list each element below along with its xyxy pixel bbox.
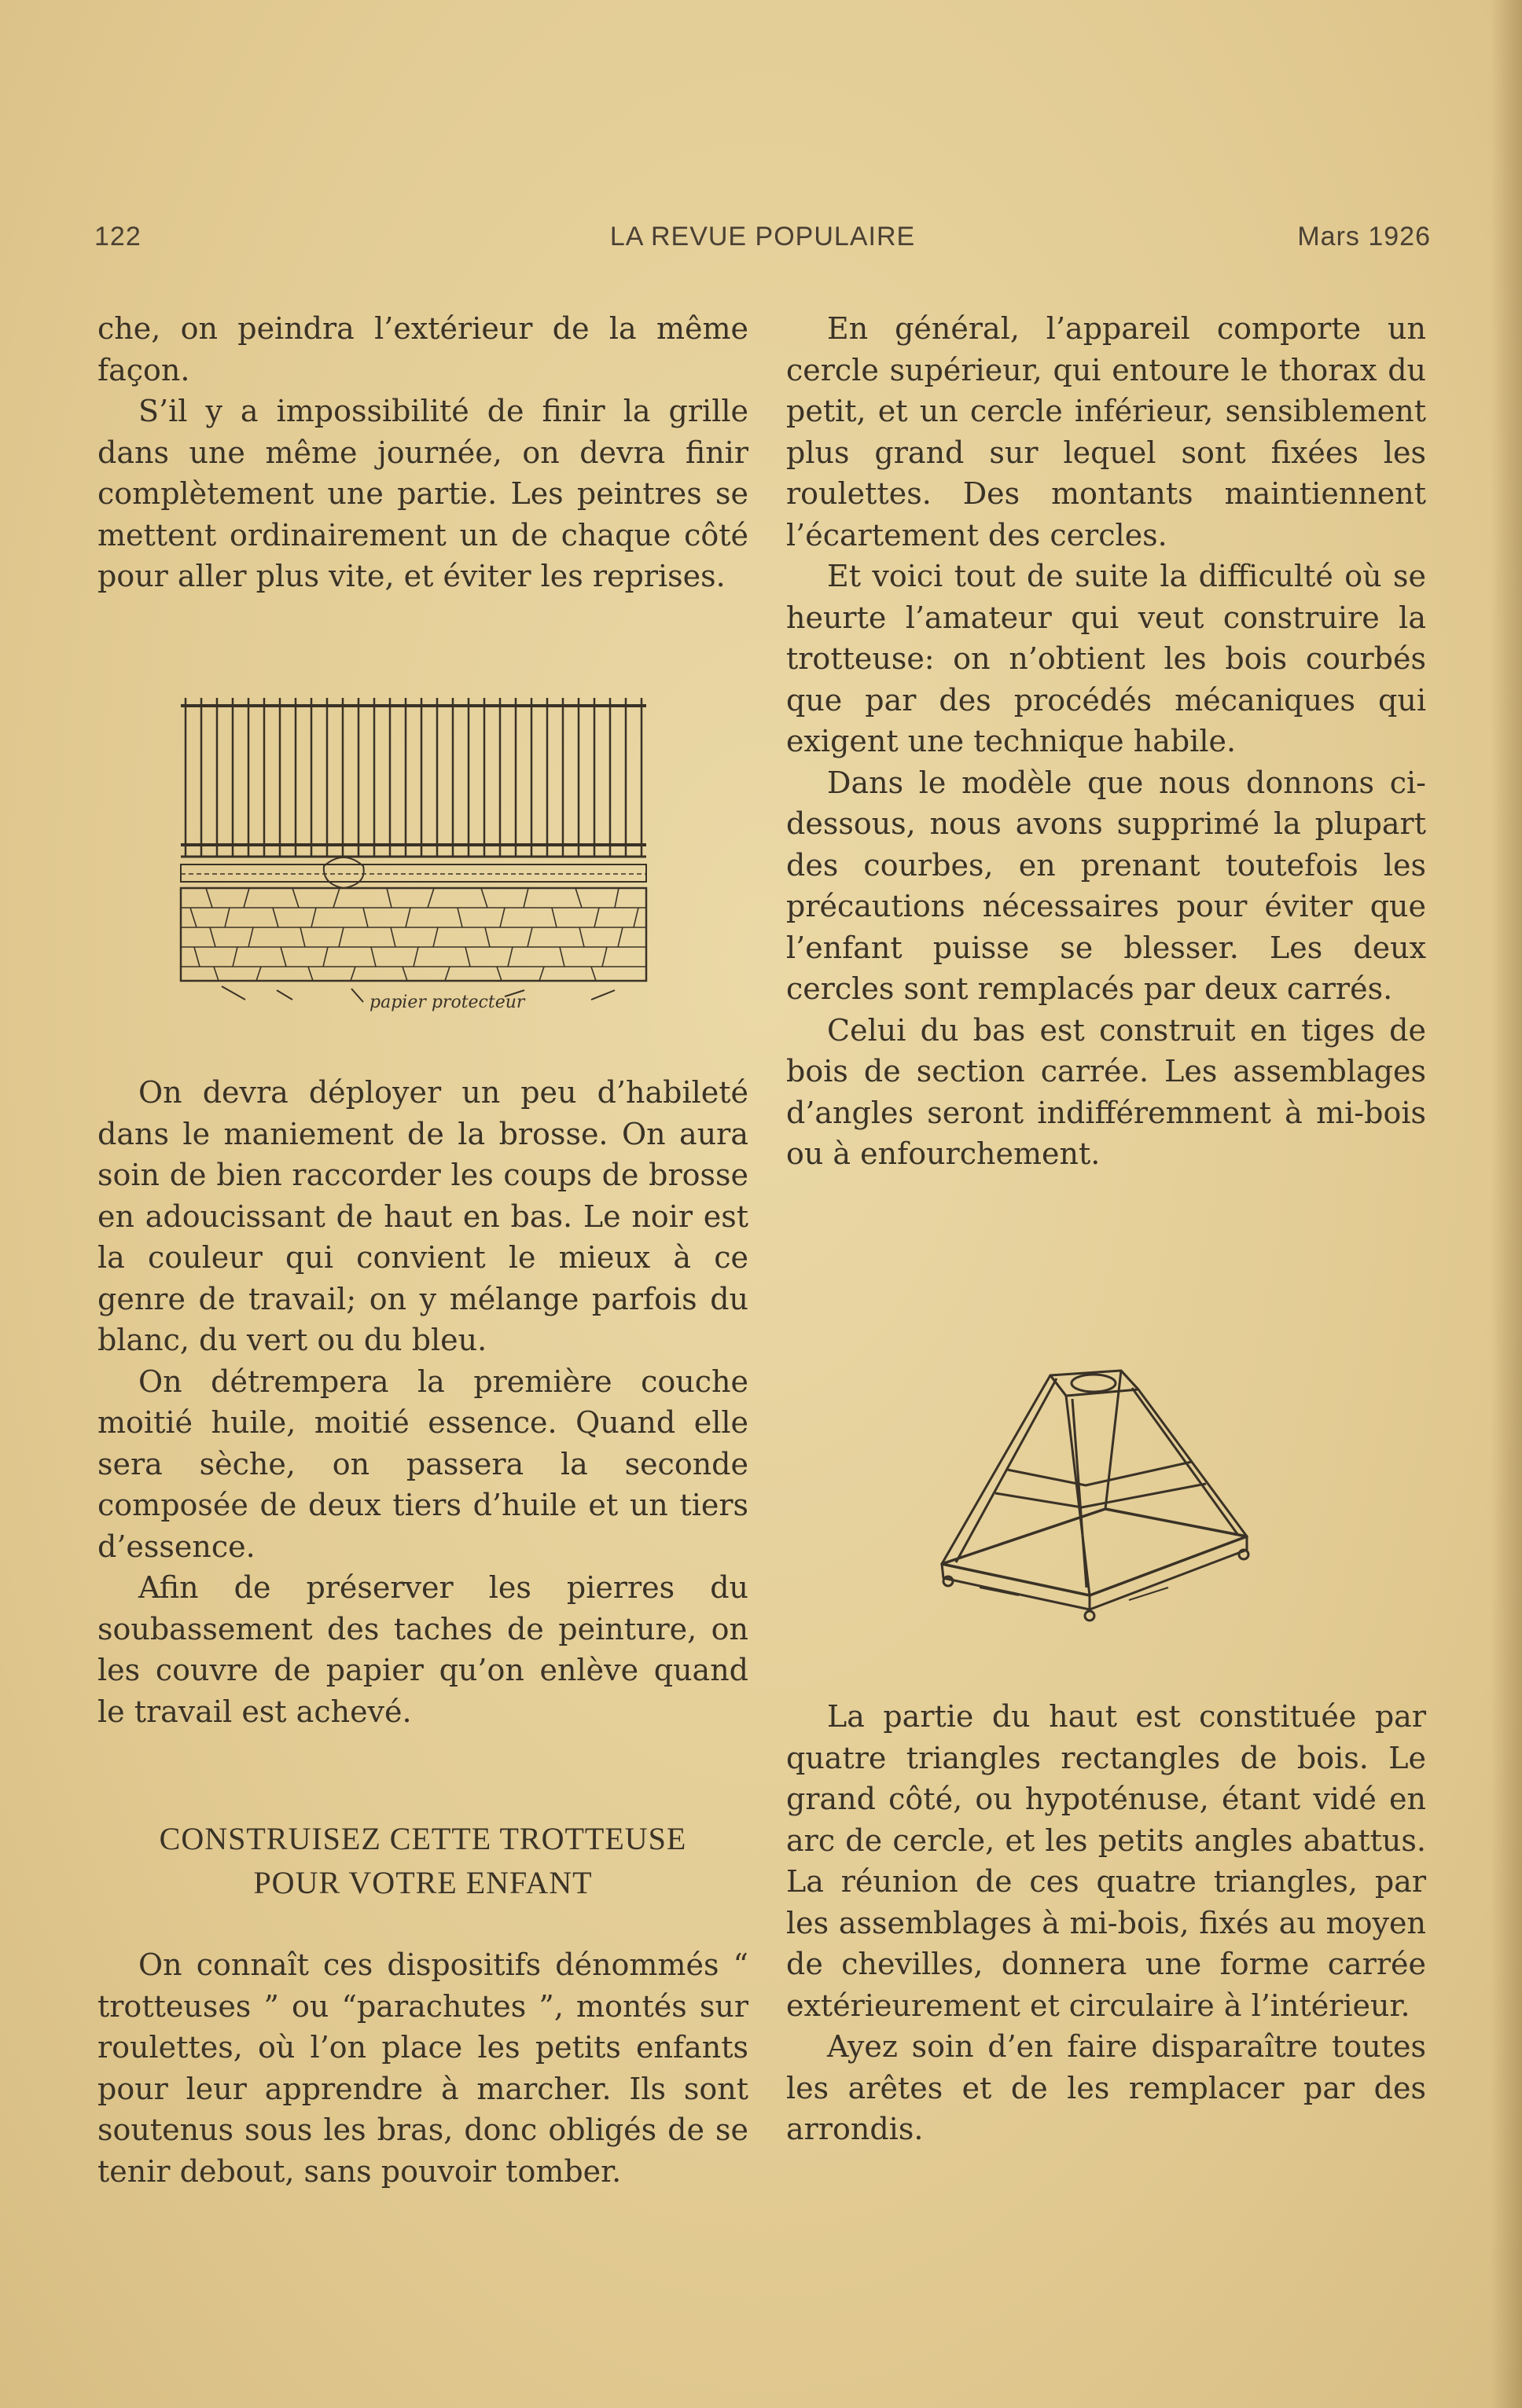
journal-title: LA REVUE POPULAIRE	[609, 222, 916, 251]
paragraph: Celui du bas est construit en tiges de bois de section carrée. Les assemblages d’angles seront indifféremment à mi-bois ou à enfourchement.	[786, 1012, 1426, 1171]
paragraph: En général, l’appareil comporte un cercle supérieur, qui entoure le thorax du petit, et un cercle inférieur, sensiblement plus grand sur lequel sont fixées les roulettes. Des montants maintiennent l’écartement des cercles.	[786, 311, 1426, 552]
right-column-bottom	[786, 1696, 1426, 2150]
walker-illustration	[932, 1352, 1263, 1658]
paragraph: S’il y a impossibilité de finir la grille dans une même journée, on devra finir complètement une partie. Les peintres se mettent ordinairement un de chaque côté pour aller plus vite, et éviter les reprises.	[97, 394, 748, 593]
paragraph: Afin de préserver les pierres du soubassement des taches de peinture, on les couvre de papier qu’on enlève quand le travail est achevé.	[97, 1570, 748, 1729]
section-heading	[97, 1817, 748, 1905]
left-column-bottom	[97, 1944, 748, 2192]
paragraph: On détrempera la première couche moitié huile, moitié essence. Quand elle sera sèche, on passera la seconde composée de deux tiers d’huile et un tiers d’essence.	[97, 1364, 748, 1564]
paragraph: On devra déployer un peu d’habileté dans le maniement de la brosse. On aura soin de bien raccorder les coups de brosse en adoucissant de haut en bas. Le noir est la couleur qui convient le mieux à ce genre de travail; on y mélange parfois du blanc, du vert ou du bleu.	[97, 1075, 748, 1357]
paragraph: Et voici tout de suite la difficulté où se heurte l’amateur qui veut construire la trotteuse: on n’obtient les bois courbés que par des procédés mécaniques qui exigent une technique habile.	[786, 559, 1426, 758]
issue-date: Mars 1926	[1297, 222, 1431, 251]
heading-line-2: POUR VOTRE ENFANT	[253, 1865, 593, 1900]
heading-line-1: CONSTRUISEZ CETTE TROTTEUSE	[159, 1821, 687, 1856]
right-column-top	[786, 308, 1426, 1175]
page-number: 122	[94, 222, 142, 251]
paragraph: Ayez soin d’en faire disparaître toutes les arêtes et de les remplacer par des arrondis.	[786, 2029, 1426, 2146]
left-column-top	[97, 308, 748, 597]
page-header	[94, 222, 1431, 261]
paragraph: La partie du haut est constituée par quatre triangles rectangles de bois. Le grand côté, ou hypoténuse, étant vidé en arc de cercle, et les petits angles abattus. La réunion de ces quatre triangles, par les assemblages à mi-bois, fixés au moyen de chevilles, donnera une forme carrée extérieurement et circulaire à l’intérieur.	[786, 1699, 1426, 2023]
figure-caption: papier protecteur	[369, 993, 525, 1012]
paragraph: On connaît ces dispositifs dénommés “ trotteuses ” ou “parachutes ”, montés sur roulettes, où l’on place les petits enfants pour leur apprendre à marcher. Ils sont soutenus sous les bras, donc obligés de se tenir debout, sans pouvoir tomber.	[97, 1947, 748, 2189]
fence-illustration	[175, 692, 662, 1030]
left-column-middle	[97, 1072, 748, 1732]
page-edge-shadow	[1491, 0, 1522, 2408]
paragraph: che, on peindra l’extérieur de la même façon.	[97, 311, 748, 387]
paragraph: Dans le modèle que nous donnons ci-dessous, nous avons supprimé la plupart des courbes, en prenant toutefois les précautions nécessaires pour éviter que l’enfant puisse se blesser. Les deux cercles sont remplacés par deux carrés.	[786, 765, 1426, 1006]
